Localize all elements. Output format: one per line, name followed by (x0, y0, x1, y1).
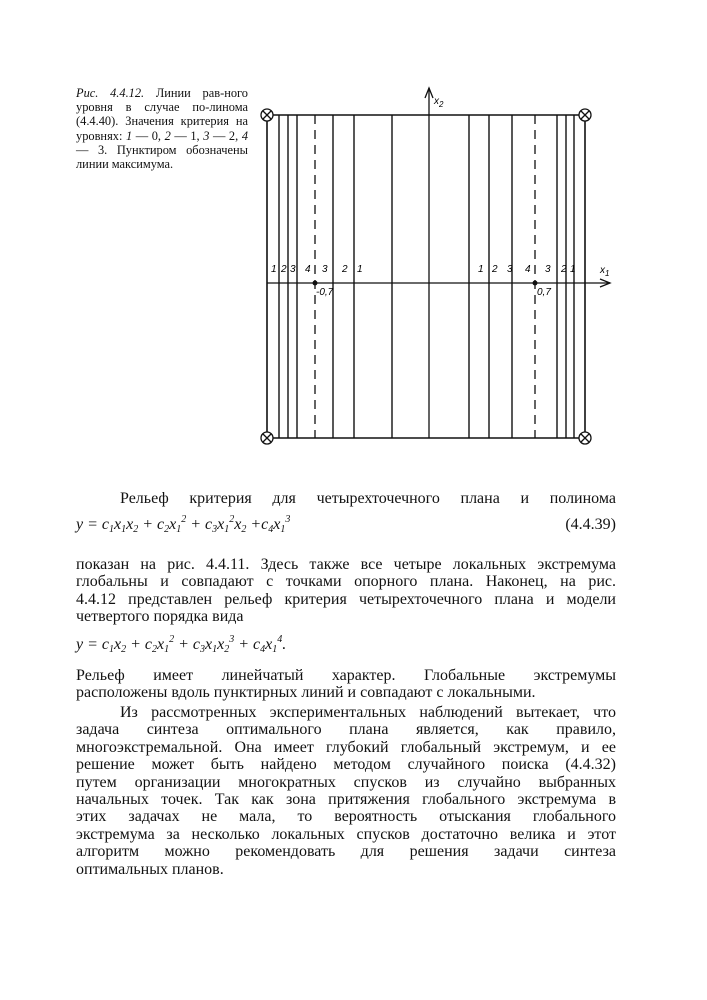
paragraph-relief (76, 490, 616, 507)
text-line: путем организации многократных спусков из случайно выбранных (76, 773, 616, 791)
right-max-value: 0,7 (537, 287, 551, 298)
text-line: алгоритм можно рекомендовать для решения задачи синтеза (76, 843, 616, 861)
caption-level-2: 2 (164, 128, 171, 143)
text-line: начальных точек. Так как зона притяжения глобального экстремума в (76, 791, 616, 809)
text-line: оптимальных планов. (76, 860, 224, 878)
caption-ref: Рис. 4.4.12. (76, 86, 145, 100)
level-label-left: 1 (357, 264, 363, 275)
level-label-left: 3 (290, 264, 296, 275)
text-line: четвертого порядка вида (76, 608, 244, 626)
paragraph-linear-relief (76, 667, 616, 702)
paragraph-figure-ref (76, 556, 616, 626)
text-line: экстремума за несколько локальных спусков достаточно велика и этот (76, 825, 616, 843)
text-line: Из рассмотренных экспериментальных наблюдений вытекает, что (120, 704, 616, 721)
corner-point-icon (579, 432, 591, 444)
x1-axis-label: $x_1$ (600, 265, 610, 278)
text-line: Рельеф критерия для четырехточечного плана и полинома (120, 490, 616, 507)
level-label-right: 1 (478, 264, 484, 275)
text-line: многоэкстремальной. Она имеет глубокий глобальный экстремум, и ее (76, 738, 616, 756)
level-label-left: 1 (271, 264, 277, 275)
corner-point-icon (579, 109, 591, 121)
text-line: глобальны и совпадают с точками опорного плана. Наконец, на рис. (76, 573, 616, 591)
level-lines-figure (0, 0, 707, 470)
level-label-left: 4 (305, 264, 311, 275)
equation-4-4-39: $y = c_1x_1x_2 + c_2x_1^2 + c_3x_1^2x_2 +c_4x_1^3$ (4.4.39) (76, 514, 616, 535)
level-label-left: 2 (342, 264, 348, 275)
level-label-right: 3 (507, 264, 513, 275)
text-line: 4.4.12 представлен рельеф критерия четырехточечного плана и модели (76, 590, 616, 608)
level-label-left: 3 (322, 264, 328, 275)
x2-axis-label: $x_2$ (434, 96, 444, 109)
caption-value-2: — 1, (170, 128, 204, 143)
caption-level-1: 1 (125, 128, 133, 143)
paragraph-conclusion (76, 704, 616, 878)
text-line: показан на рис. 4.4.11. Здесь также все четыре локальных экстремума (76, 556, 616, 573)
level-label-right: 2 (561, 264, 567, 275)
caption-level-3: 3 (203, 128, 210, 143)
level-label-right: 2 (492, 264, 498, 275)
level-label-left: 2 (281, 264, 287, 275)
text-line: Рельеф имеет линейчатый характер. Глобальные экстремумы (76, 667, 616, 684)
right-max-point (533, 281, 538, 286)
corner-point-icon (261, 109, 273, 121)
caption-text: Линии рав-ного уровня в случае по-линома (4.4.40). Значения критерия на уровнях: (76, 86, 248, 143)
caption-value-3: — 2, (209, 128, 242, 143)
level-label-right: 4 (525, 264, 531, 275)
level-label-right: 1 (570, 264, 576, 275)
caption-value-1: — 0, (132, 128, 165, 143)
corner-point-icon (261, 432, 273, 444)
text-line: решение может быть найдено методом случайного поиска (4.4.32) (76, 756, 616, 774)
text-line: расположены вдоль пунктирных линий и совпадают с локальными. (76, 684, 536, 702)
equation-fourth-order: $y = c_1x_2 + c_2x_1^2 + c_3x_1x_2^3 + c_4x_1^4$. (76, 634, 287, 655)
text-line: этих задачах не мала, то вероятность отыскания глобального (76, 808, 616, 826)
text-line: задача синтеза оптимального плана является, как правило, (76, 721, 616, 739)
equation-number: (4.4.39) (565, 516, 616, 533)
level-label-right: 3 (545, 264, 551, 275)
left-max-value: -0,7 (316, 287, 334, 298)
caption-value-4: — 3. Пунктиром обозначены линии максимума. (76, 142, 248, 172)
caption-level-4: 4 (241, 128, 249, 143)
left-max-point (313, 281, 318, 286)
